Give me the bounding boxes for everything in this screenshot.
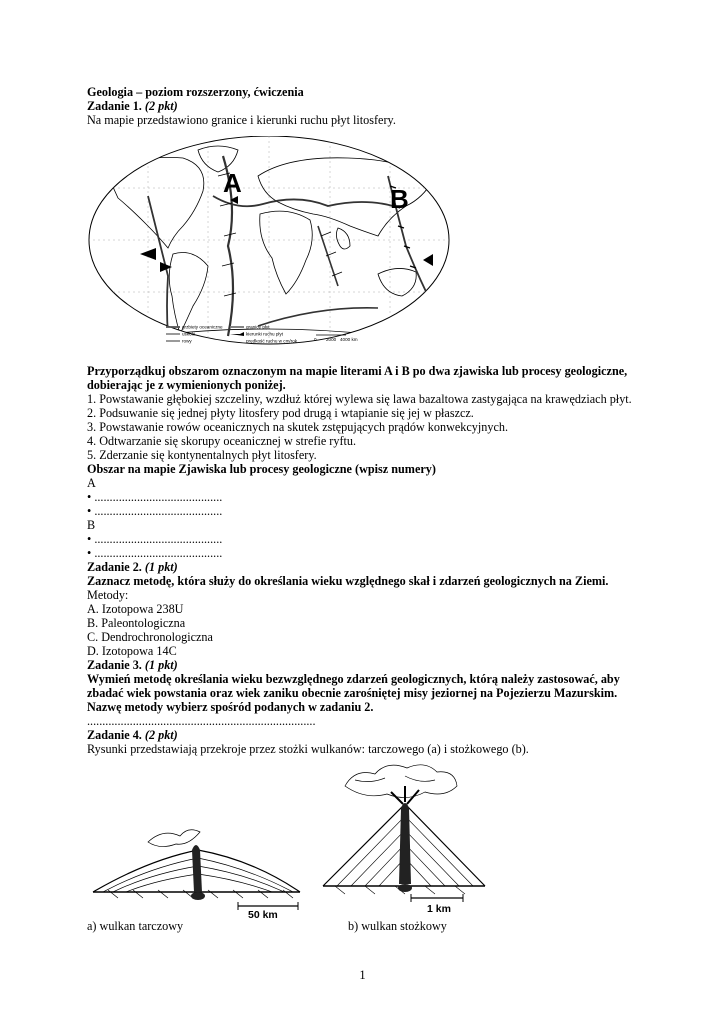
task3-question-1: Wymień metodę określania wieku bezwzględnego zdarzeń geologicznych, którą należy zastosować, aby (87, 672, 620, 686)
legend-ridges: grzbiety oceaniczne (182, 324, 223, 330)
task1-heading (87, 99, 667, 113)
task2-method-d[interactable]: D. Izotopowa 14C (87, 644, 177, 658)
task1-area-b: B (87, 518, 96, 532)
task3-question-2: zbadać wiek powstania oraz wiek zaniku obecnie zarośniętej misy jeziornej na Pojezierzu Mazurskim. (87, 686, 618, 700)
legend-boundaries: granice płyt (246, 324, 270, 330)
task1-table-header: Obszar na mapie Zjawiska lub procesy geologiczne (wpisz numery) (87, 462, 436, 476)
stratovolcano-diagram (315, 758, 493, 920)
caption-stratovolcano: b) wulkan stożkowy (348, 919, 447, 933)
task3-answer-line[interactable]: ........................................................................... (87, 714, 316, 728)
legend-direction: kierunki ruchu płyt (246, 331, 284, 337)
document-body (87, 85, 667, 127)
task1-intro: Na mapie przedstawiono granice i kierunki ruchu płyt litosfery. (87, 113, 396, 127)
task1-option-3: 3. Powstawanie rowów oceanicznych na skutek zstępujących prądów konwekcyjnych. (87, 420, 509, 434)
task2-heading (87, 560, 687, 574)
task1-answer-b1[interactable]: • .......................................... (87, 532, 223, 546)
task3-points: (1 pkt) (144, 658, 178, 672)
legend-scale-mid: 2000 (326, 337, 337, 342)
task3-heading-label: Zadanie 3. (87, 658, 142, 672)
task1-instruction-1: Przyporządkuj obszarom oznaczonym na mapie literami A i B po dwa zjawiska lub procesy geologiczne, (87, 364, 628, 378)
task3-question-3: Nazwę metody wybierz spośród podanych w zadaniu 2. (87, 700, 374, 714)
document-title: Geologia – poziom rozszerzony, ćwiczenia (87, 85, 304, 99)
map-label-b: B (390, 184, 409, 214)
task3-heading (87, 658, 687, 672)
task1-option-2: 2. Podsuwanie się jednej płyty litosfery pod drugą i wtapianie się jej w płaszcz. (87, 406, 474, 420)
task1-answer-a2[interactable]: • .......................................... (87, 504, 223, 518)
task1-heading-label: Zadanie 1. (87, 99, 142, 113)
legend-speed: prędkość ruchu w cm/rok (246, 338, 298, 344)
task2-heading-label: Zadanie 2. (87, 560, 142, 574)
legend-scale-0: 0 (314, 337, 317, 342)
legend-trenches: rowy (182, 338, 192, 344)
legend-scale-max: 4000 km (340, 337, 358, 342)
task4-heading-label: Zadanie 4. (87, 728, 142, 742)
task1-instruction-2: dobierając je z wymienionych poniżej. (87, 378, 286, 392)
task2-method-a[interactable]: A. Izotopowa 238U (87, 602, 184, 616)
caption-shield-volcano: a) wulkan tarczowy (87, 919, 184, 933)
map-label-a: A (223, 168, 242, 198)
task1-option-5: 5. Zderzanie się kontynentalnych płyt litosfery. (87, 448, 317, 462)
task2-points: (1 pkt) (144, 560, 178, 574)
plate-tectonics-map (88, 136, 450, 348)
task4-points: (2 pkt) (144, 728, 178, 742)
task2-method-b[interactable]: B. Paleontologiczna (87, 616, 186, 630)
task1-option-4: 4. Odtwarzanie się skorupy oceanicznej w strefie ryftu. (87, 434, 357, 448)
scale-a-label: 50 km (248, 909, 278, 920)
scale-b-label: 1 km (427, 903, 451, 915)
task4-heading (87, 728, 687, 742)
task1-answer-b2[interactable]: • .......................................... (87, 546, 223, 560)
task1-questions (87, 364, 687, 756)
page-number: 1 (359, 968, 366, 982)
task1-option-1: 1. Powstawanie głębokiej szczeliny, wzdłuż której wylewa się lawa bazaltowa zastygająca na krawędziach płyt. (87, 392, 632, 406)
task4-intro: Rysunki przedstawiają przekroje przez stożki wulkanów: tarczowego (a) i stożkowego (b). (87, 742, 529, 756)
task2-method-c[interactable]: C. Dendrochronologiczna (87, 630, 213, 644)
shield-volcano-diagram (88, 820, 308, 920)
task1-points: (2 pkt) (144, 99, 178, 113)
task1-answer-a1[interactable]: • .......................................... (87, 490, 223, 504)
task2-methods-label: Metody: (87, 588, 129, 602)
legend-faults: uskoki (182, 331, 196, 337)
task1-area-a: A (87, 476, 96, 490)
task2-question: Zaznacz metodę, która służy do określania wieku względnego skał i zdarzeń geologicznych na Ziemi. (87, 574, 609, 588)
